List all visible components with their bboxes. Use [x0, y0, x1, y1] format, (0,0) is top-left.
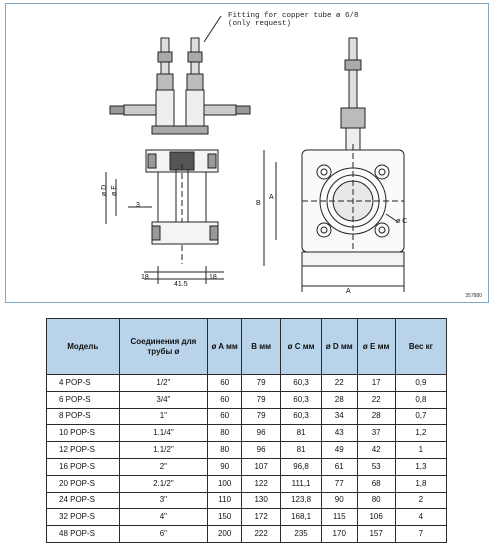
header-b: B мм [242, 319, 281, 375]
cell-weight: 0,9 [395, 375, 446, 392]
cell-weight: 7 [395, 526, 446, 543]
header-connection: Соединения для трубы ø [119, 319, 208, 375]
cell-a: 60 [208, 391, 242, 408]
cell-c: 60,3 [281, 375, 322, 392]
cell-model: 12 POP-S [47, 442, 120, 459]
cell-weight: 0,7 [395, 408, 446, 425]
header-e: ø E мм [357, 319, 395, 375]
cell-a: 110 [208, 492, 242, 509]
note-line-1: Fitting for copper tube ø 6/8 [228, 12, 359, 20]
dim-a-horizontal-label: A [346, 288, 351, 295]
cell-b: 96 [242, 425, 281, 442]
note-leader-line [204, 16, 221, 42]
cell-b: 172 [242, 509, 281, 526]
dim-41-5-label: 41.5 [174, 281, 188, 288]
cell-connection: 2.1/2" [119, 475, 208, 492]
note-line-2: (only request) [228, 20, 292, 28]
cell-connection: 1" [119, 408, 208, 425]
cell-a: 60 [208, 408, 242, 425]
cell-model: 10 POP-S [47, 425, 120, 442]
drawing-svg [6, 4, 490, 304]
cell-model: 4 POP-S [47, 375, 120, 392]
table-row [47, 442, 447, 459]
dim-18-right-label: 18 [209, 274, 217, 281]
dim-18-left-label: 18 [141, 274, 149, 281]
copper-tube-note [228, 12, 359, 28]
header-a: ø A мм [208, 319, 242, 375]
cell-e: 157 [357, 526, 395, 543]
dim-b-label: B [256, 200, 261, 207]
table-row [47, 458, 447, 475]
cell-b: 122 [242, 475, 281, 492]
cell-b: 79 [242, 391, 281, 408]
table-header-row [47, 319, 447, 375]
cell-model: 48 POP-S [47, 526, 120, 543]
cell-c: 96,8 [281, 458, 322, 475]
cell-model: 16 POP-S [47, 458, 120, 475]
cell-model: 6 POP-S [47, 391, 120, 408]
cell-weight: 1,2 [395, 425, 446, 442]
left-view [106, 38, 250, 284]
cell-d: 61 [321, 458, 357, 475]
table-row [47, 408, 447, 425]
cell-e: 28 [357, 408, 395, 425]
table-row [47, 425, 447, 442]
cell-model: 8 POP-S [47, 408, 120, 425]
cell-d: 28 [321, 391, 357, 408]
cell-a: 200 [208, 526, 242, 543]
cell-c: 111,1 [281, 475, 322, 492]
header-weight: Вес кг [395, 319, 446, 375]
right-view [264, 38, 404, 292]
cell-d: 22 [321, 375, 357, 392]
table-row [47, 492, 447, 509]
cell-weight: 1,8 [395, 475, 446, 492]
table-row [47, 509, 447, 526]
cell-d: 34 [321, 408, 357, 425]
cell-weight: 1 [395, 442, 446, 459]
cell-a: 100 [208, 475, 242, 492]
cell-c: 168,1 [281, 509, 322, 526]
cell-weight: 2 [395, 492, 446, 509]
cell-d: 115 [321, 509, 357, 526]
cell-e: 106 [357, 509, 395, 526]
cell-c: 60,3 [281, 391, 322, 408]
cell-b: 96 [242, 442, 281, 459]
cell-connection: 2" [119, 458, 208, 475]
technical-drawing [5, 3, 489, 303]
cell-b: 130 [242, 492, 281, 509]
cell-connection: 1.1/4" [119, 425, 208, 442]
dim-3-label: 3 [136, 202, 140, 209]
table-row [47, 375, 447, 392]
cell-e: 42 [357, 442, 395, 459]
cell-a: 60 [208, 375, 242, 392]
cell-e: 37 [357, 425, 395, 442]
header-d: ø D мм [321, 319, 357, 375]
cell-c: 60,3 [281, 408, 322, 425]
cell-a: 90 [208, 458, 242, 475]
cell-connection: 6" [119, 526, 208, 543]
cell-c: 123,8 [281, 492, 322, 509]
cell-a: 150 [208, 509, 242, 526]
cell-e: 53 [357, 458, 395, 475]
cell-e: 80 [357, 492, 395, 509]
cell-model: 20 POP-S [47, 475, 120, 492]
cell-e: 22 [357, 391, 395, 408]
dim-c-label: ø C [396, 218, 408, 225]
dim-e-label: ø E [110, 185, 118, 196]
cell-connection: 3" [119, 492, 208, 509]
cell-d: 49 [321, 442, 357, 459]
cell-connection: 4" [119, 509, 208, 526]
cell-e: 17 [357, 375, 395, 392]
cell-d: 90 [321, 492, 357, 509]
cell-weight: 4 [395, 509, 446, 526]
dim-d-label: ø D [101, 184, 109, 197]
cell-d: 170 [321, 526, 357, 543]
cell-c: 235 [281, 526, 322, 543]
cell-b: 79 [242, 375, 281, 392]
cell-c: 81 [281, 442, 322, 459]
cell-a: 80 [208, 425, 242, 442]
cell-connection: 1/2" [119, 375, 208, 392]
cell-b: 79 [242, 408, 281, 425]
cell-c: 81 [281, 425, 322, 442]
cell-connection: 3/4" [119, 391, 208, 408]
cell-e: 68 [357, 475, 395, 492]
cell-d: 77 [321, 475, 357, 492]
cell-d: 43 [321, 425, 357, 442]
header-c: ø C мм [281, 319, 322, 375]
drawing-code: 357880 [465, 293, 482, 299]
cell-a: 80 [208, 442, 242, 459]
dim-a-vertical-label: A [269, 194, 274, 201]
cell-connection: 1.1/2" [119, 442, 208, 459]
table-row [47, 391, 447, 408]
cell-b: 222 [242, 526, 281, 543]
cell-weight: 0,8 [395, 391, 446, 408]
cell-model: 24 POP-S [47, 492, 120, 509]
table-row [47, 475, 447, 492]
cell-b: 107 [242, 458, 281, 475]
cell-weight: 1,3 [395, 458, 446, 475]
header-model: Модель [47, 319, 120, 375]
spec-table [46, 318, 447, 543]
table-row [47, 526, 447, 543]
cell-model: 32 POP-S [47, 509, 120, 526]
